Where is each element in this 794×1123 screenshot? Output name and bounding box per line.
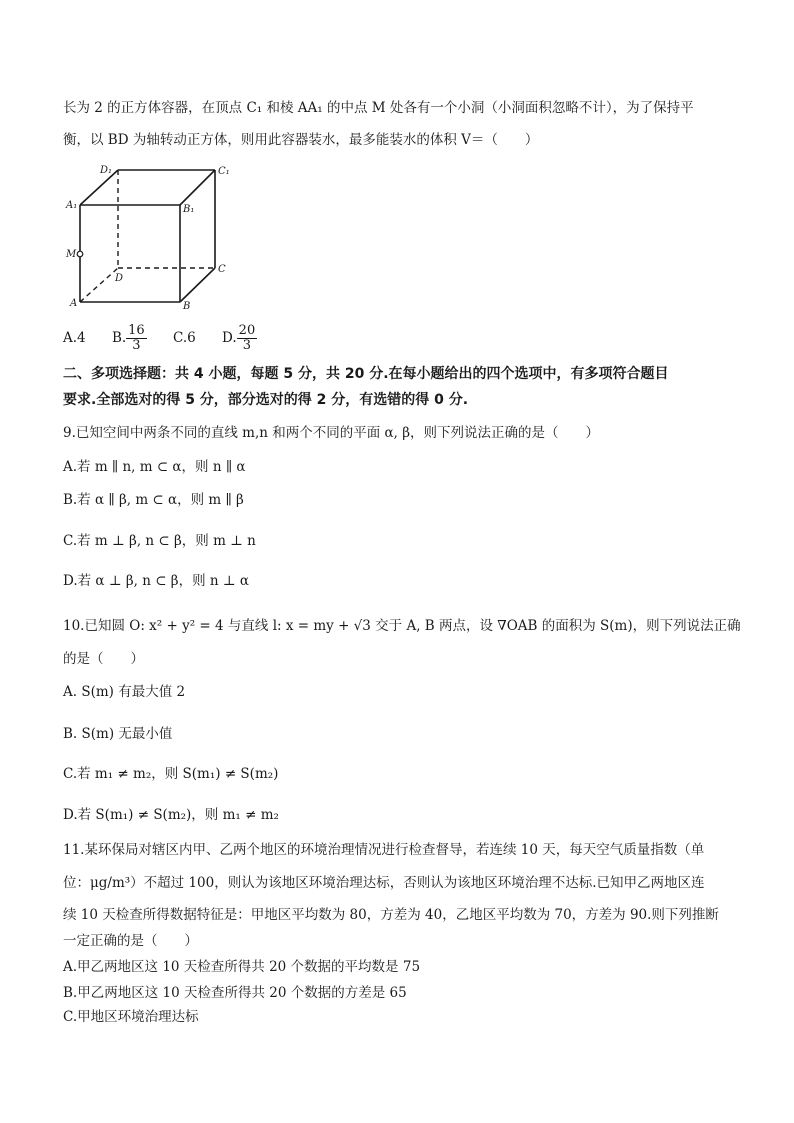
question-10-option-b: B. S(m) 无最小值 xyxy=(63,726,173,742)
label-c1: C₁ xyxy=(218,166,230,177)
fraction-20-3: $\frac{20}{3}$ xyxy=(238,323,256,353)
question-10-option-a: A. S(m) 有最大值 2 xyxy=(63,684,186,700)
label-d: D xyxy=(115,273,124,284)
question-10-stem-line-1: 10.已知圆 O: x² + y² = 4 与直线 l: x = my + √3 交于 A, B 两点，设 ∇OAB 的面积为 S(m)，则下列说法正确 xyxy=(63,618,741,634)
question-9-option-b: B.若 α ∥ β, m ⊂ α，则 m ∥ β xyxy=(63,492,244,508)
cube-diagram xyxy=(60,160,240,310)
section-2-title-line-1: 二、多项选择题：共 4 小题，每题 5 分，共 20 分.在每小题给出的四个选项中，有多项符合题目 xyxy=(63,366,669,382)
label-c: C xyxy=(218,264,226,275)
hole-m-marker xyxy=(77,251,83,257)
question-11-option-b: B.甲乙两地区这 10 天检查所得共 20 个数据的方差是 65 xyxy=(63,985,407,1001)
question-11-stem-line-3: 续 10 天检查所得数据特征是：甲地区平均数为 80，方差为 40，乙地区平均数为 70，方差为 90.则下列推断 xyxy=(63,907,719,923)
question-9-stem: 9.已知空间中两条不同的直线 m,n 和两个不同的平面 α, β，则下列说法正确的是（ ） xyxy=(63,425,600,441)
option-c: C.6 xyxy=(173,330,196,346)
option-d: D. $\frac{20}{3}$ xyxy=(222,323,256,353)
question-8-options xyxy=(63,324,279,353)
section-2-title-line-2: 要求.全部选对的得 5 分，部分选对的得 2 分，有选错的得 0 分. xyxy=(63,392,469,408)
question-11-option-c: C.甲地区环境治理达标 xyxy=(63,1009,199,1025)
option-b: B. $\frac{16}{3}$ xyxy=(111,323,145,353)
question-9-option-c: C.若 m ⊥ β, n ⊂ β，则 m ⊥ n xyxy=(63,533,256,549)
question-9-option-d: D.若 α ⊥ β, n ⊂ β，则 n ⊥ α xyxy=(63,573,249,589)
question-11-stem-line-2: 位：μg/m³）不超过 100，则认为该地区环境治理达标，否则认为该地区环境治理不达标.已知甲乙两地区连 xyxy=(63,875,705,891)
question-11-stem-line-1: 11.某环保局对辖区内甲、乙两个地区的环境治理情况进行检查督导，若连续 10 天，每天空气质量指数（单 xyxy=(63,842,705,858)
label-a1: A₁ xyxy=(66,200,78,211)
question-10-option-c: C.若 m₁ ≠ m₂，则 S(m₁) ≠ S(m₂) xyxy=(63,766,279,782)
question-9-option-a: A.若 m ∥ n, m ⊂ α，则 n ∥ α xyxy=(63,459,246,475)
question-8-stem-line-2: 衡，以 BD 为轴转动正方体，则用此容器装水，最多能装水的体积 V＝（ ） xyxy=(63,132,539,148)
label-b1: B₁ xyxy=(183,204,195,215)
label-d1: D₁ xyxy=(100,165,113,176)
question-10-option-d: D.若 S(m₁) ≠ S(m₂)，则 m₁ ≠ m₂ xyxy=(63,807,279,823)
label-m: M xyxy=(66,249,77,260)
option-a: A.4 xyxy=(63,330,86,346)
question-11-option-a: A.甲乙两地区这 10 天检查所得共 20 个数据的平均数是 75 xyxy=(63,959,421,975)
question-10-stem-line-2: 的是（ ） xyxy=(63,651,144,667)
question-11-stem-line-4: 一定正确的是（ ） xyxy=(63,933,198,949)
label-b: B xyxy=(183,301,191,310)
question-8-stem-line-1: 长为 2 的正方体容器，在顶点 C₁ 和棱 AA₁ 的中点 M 处各有一个小洞（小洞面积忽略不计），为了保持平 xyxy=(63,100,694,116)
label-a: A xyxy=(70,298,78,309)
fraction-16-3: $\frac{16}{3}$ xyxy=(128,323,145,353)
